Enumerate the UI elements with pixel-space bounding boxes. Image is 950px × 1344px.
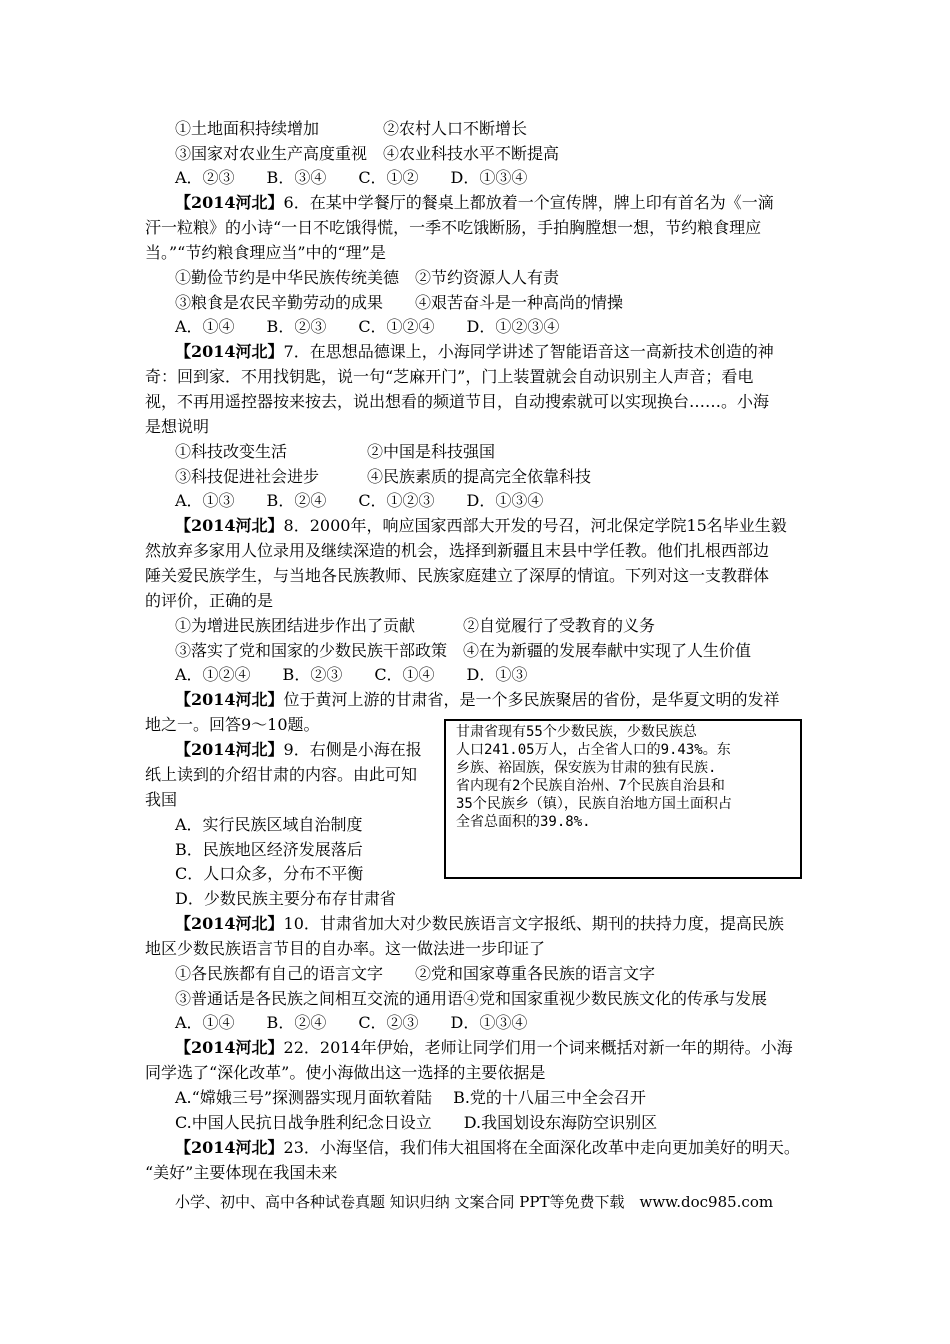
q10-line-1: 【2014河北】10．甘肃省加大对少数民族语言文字报纸、期刊的扶持力度，提高民族 <box>175 914 784 933</box>
info-box-line: 甘肃省现有55个少数民族，少数民族总 <box>456 724 697 740</box>
q8-line-2: 然放弃多家用人位录用及继续深造的机会，选择到新疆且末县中学任教。他们扎根西部边 <box>145 541 770 560</box>
q23-line-1: 【2014河北】23．小海坚信，我们伟大祖国将在全面深化改革中走向更加美好的明天。 <box>175 1138 800 1157</box>
q9-option-d: D．少数民族主要分布存甘肃省 <box>175 889 396 908</box>
q9-intro-line-2: 地之一。回答9～10题。 <box>145 715 320 734</box>
q22-options-2: C.中国人民抗日战争胜利纪念日设立 D.我国划设东海防空识别区 <box>175 1113 658 1132</box>
q9-line-2: 纸上读到的介绍甘肃的内容。由此可知 <box>145 765 418 784</box>
q6-options: A．①④ B．②③ C．①②④ D．①②③④ <box>175 317 560 336</box>
q10-statement-1: ①各民族都有自己的语言文字 ②党和国家尊重各民族的语言文字 <box>175 964 656 983</box>
info-box-line: 省内现有2个民族自治州、7个民族自治县和 <box>456 778 725 794</box>
q9-option-a: A．实行民族区域自治制度 <box>175 815 363 834</box>
source-tag: 【2014河北】 <box>175 914 284 933</box>
q7-statement-1: ①科技改变生活 ②中国是科技强国 <box>175 442 496 461</box>
q7-options: A．①③ B．②④ C．①②③ D．①③④ <box>175 491 544 510</box>
page-footer: 小学、初中、高中各种试卷真题 知识归纳 文案合同 PPT等免费下载 www.doc985.com <box>175 1193 774 1211</box>
q22-line-2: 同学选了“深化改革”。使小海做出这一选择的主要依据是 <box>145 1063 546 1082</box>
q5-statement-1: ①土地面积持续增加 ②农村人口不断增长 <box>175 119 528 138</box>
q8-statement-1: ①为增进民族团结进步作出了贡献 ②自觉履行了受教育的义务 <box>175 616 656 635</box>
source-tag: 【2014河北】 <box>175 1138 284 1157</box>
q9-line-3: 我国 <box>145 790 178 809</box>
q7-line-3: 视，不再用遥控器按来按去，说出想看的频道节目，自动搜索就可以实现换台……。小海 <box>145 392 770 411</box>
q6-statement-1: ①勤俭节约是中华民族传统美德 ②节约资源人人有责 <box>175 268 560 287</box>
gansu-info-box <box>444 719 802 879</box>
q23-line-2: “美好”主要体现在我国未来 <box>145 1163 338 1182</box>
q10-line-2: 地区少数民族语言节目的自办率。这一做法进一步印证了 <box>145 939 546 958</box>
q7-line-4: 是想说明 <box>145 417 210 436</box>
q22-options-1: A.“嫦娥三号”探测器实现月面软着陆 B.党的十八届三中全会召开 <box>175 1088 646 1107</box>
q8-line-1: 【2014河北】8．2000年，响应国家西部大开发的号召，河北保定学院15名毕业生毅 <box>175 516 787 535</box>
q10-statement-2: ③普通话是各民族之间相互交流的通用语④党和国家重视少数民族文化的传承与发展 <box>175 989 768 1008</box>
q22-line-1: 【2014河北】22．2014年伊始，老师让同学们用一个词来概括对新一年的期待。小海 <box>175 1038 793 1057</box>
source-tag: 【2014河北】 <box>175 516 284 535</box>
q6-statement-2: ③粮食是农民辛勤劳动的成果 ④艰苦奋斗是一种高尚的情操 <box>175 293 624 312</box>
source-tag: 【2014河北】 <box>175 690 284 709</box>
q8-line-4: 的评价，正确的是 <box>145 591 274 610</box>
info-box-line: 乡族、裕固族，保安族为甘肃的独有民族. <box>456 760 717 776</box>
q9-option-c: C．人口众多，分布不平衡 <box>175 864 364 883</box>
q8-options: A．①②④ B．②③ C．①④ D．①③ <box>175 665 528 684</box>
q10-options: A．①④ B．②④ C．②③ D．①③④ <box>175 1013 528 1032</box>
q8-statement-2: ③落实了党和国家的少数民族干部政策 ④在为新疆的发展奉献中实现了人生价值 <box>175 641 752 660</box>
source-tag: 【2014河北】 <box>175 193 284 212</box>
info-box-line: 全省总面积的39.8%. <box>456 814 591 830</box>
q7-line-2: 奇：回到家．不用找钥匙，说一句“芝麻开门”，门上装置就会自动识别主人声音；看电 <box>145 367 754 386</box>
source-tag: 【2014河北】 <box>175 342 284 361</box>
q8-line-3: 陲关爱民族学生，与当地各民族教师、民族家庭建立了深厚的情谊。下列对这一支教群体 <box>145 566 770 585</box>
info-box-line: 35个民族乡（镇），民族自治地方国土面积占 <box>456 796 732 812</box>
q5-options: A．②③ B．③④ C．①② D．①③④ <box>175 168 528 187</box>
q7-statement-2: ③科技促进社会进步 ④民族素质的提高完全依靠科技 <box>175 467 592 486</box>
q7-line-1: 【2014河北】7．在思想品德课上，小海同学讲述了智能语音这一高新技术创造的神 <box>175 342 774 361</box>
info-box-line: 人口241.05万人，占全省人口的9.43%。东 <box>456 742 731 758</box>
source-tag: 【2014河北】 <box>175 1038 284 1057</box>
q5-statement-2: ③国家对农业生产高度重视 ④农业科技水平不断提高 <box>175 144 560 163</box>
q9-line-1: 【2014河北】9．右侧是小海在报 <box>175 740 422 759</box>
q9-intro-line-1: 【2014河北】位于黄河上游的甘肃省，是一个多民族聚居的省份，是华夏文明的发祥 <box>175 690 780 709</box>
q6-line-1: 【2014河北】6．在某中学餐厅的餐桌上都放着一个宣传牌，牌上印有首名为《一滴 <box>175 193 774 212</box>
q6-line-2: 汗一粒粮》的小诗“一日不吃饿得慌，一季不吃饿断肠，手拍胸膛想一想，节约粮食理应 <box>145 218 762 237</box>
q9-option-b: B．民族地区经济发展落后 <box>175 840 363 859</box>
source-tag: 【2014河北】 <box>175 740 284 759</box>
q6-line-3: 当。”“节约粮食理应当”中的“理”是 <box>145 243 386 262</box>
